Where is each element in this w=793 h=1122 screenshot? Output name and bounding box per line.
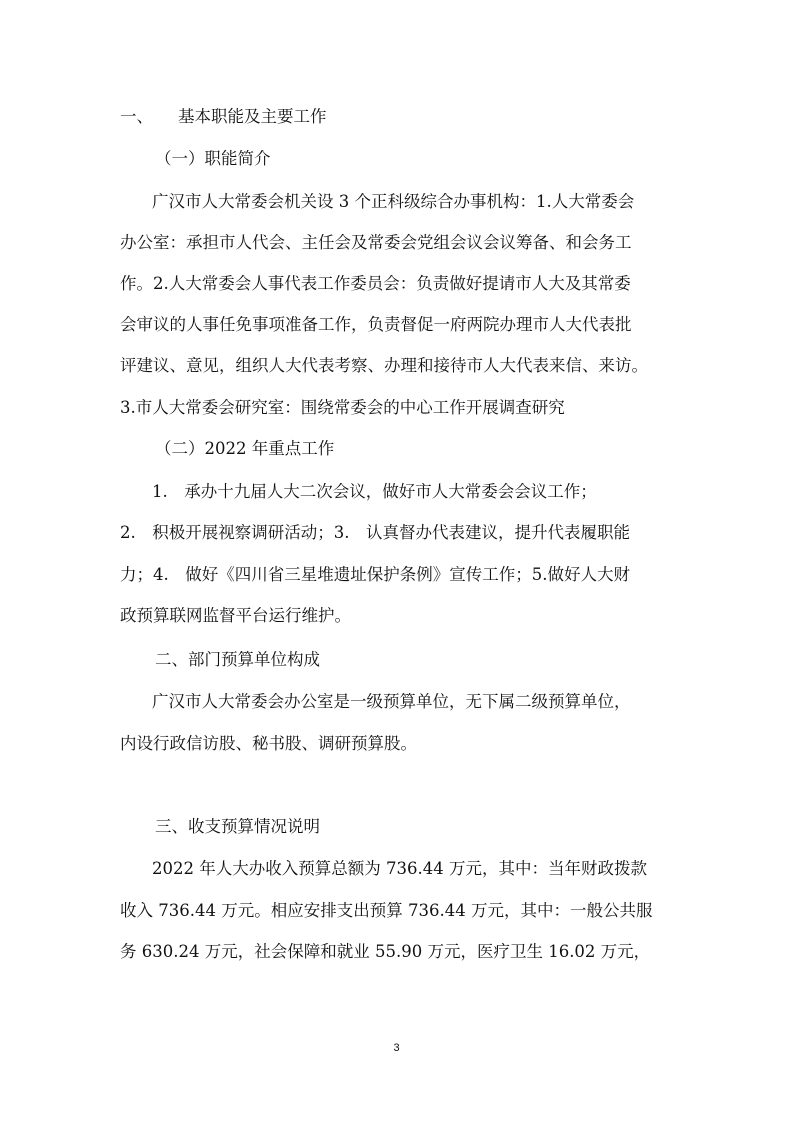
- intro-line: 3.市人大常委会研究室：围绕常委会的中心工作开展调查研究: [120, 398, 565, 417]
- intro-line: 评建议、意见，组织人大代表考察、办理和接待市人大代表来信、来访。: [120, 356, 648, 375]
- work-line: 政预算联网监督平台运行维护。: [120, 606, 351, 625]
- section2-heading: 二、部门预算单位构成: [155, 650, 320, 669]
- work-line: 力；4. 做好《四川省三星堆遗址保护条例》宣传工作；5.做好人大财: [120, 565, 630, 584]
- section1-title: 基本职能及主要工作: [178, 107, 327, 126]
- section2-line: 广汉市人大常委会办公室是一级预算单位，无下属二级预算单位，: [152, 692, 631, 711]
- section2-line: 内设行政信访股、秘书股、调研预算股。: [120, 734, 417, 753]
- intro-line: 广汉市人大常委会机关设 3 个正科级综合办事机构：1.人大常委会: [152, 192, 635, 211]
- work-line: 1. 承办十九届人大二次会议，做好市人大常委会会议工作；: [152, 482, 597, 501]
- work-line: 2. 积极开展视察调研活动；3. 认真督办代表建议，提升代表履职能: [120, 523, 630, 542]
- section1-sub2-heading: （二）2022 年重点工作: [155, 439, 335, 458]
- section3-heading: 三、收支预算情况说明: [155, 817, 320, 836]
- intro-line: 会审议的人事任免事项准备工作，负责督促一府两院办理市人大代表批: [120, 315, 632, 334]
- page-number: 3: [393, 1042, 400, 1054]
- section3-line: 务 630.24 万元，社会保障和就业 55.90 万元，医疗卫生 16.02 万元，: [120, 942, 651, 961]
- section1-sub1-heading: （一）职能简介: [155, 149, 271, 168]
- section1-number: 一、: [120, 107, 153, 126]
- intro-line: 作。2.人大常委会人事代表工作委员会：负责做好提请市人大及其常委: [120, 274, 631, 293]
- section3-line: 2022 年人大办收入预算总额为 736.44 万元，其中：当年财政拨款: [152, 859, 647, 878]
- intro-line: 办公室：承担市人代会、主任会及常委会党组会议会议筹备、和会务工: [120, 233, 632, 252]
- section3-line: 收入 736.44 万元。相应安排支出预算 736.44 万元，其中：一般公共服: [120, 901, 653, 920]
- section1-heading: [120, 106, 327, 128]
